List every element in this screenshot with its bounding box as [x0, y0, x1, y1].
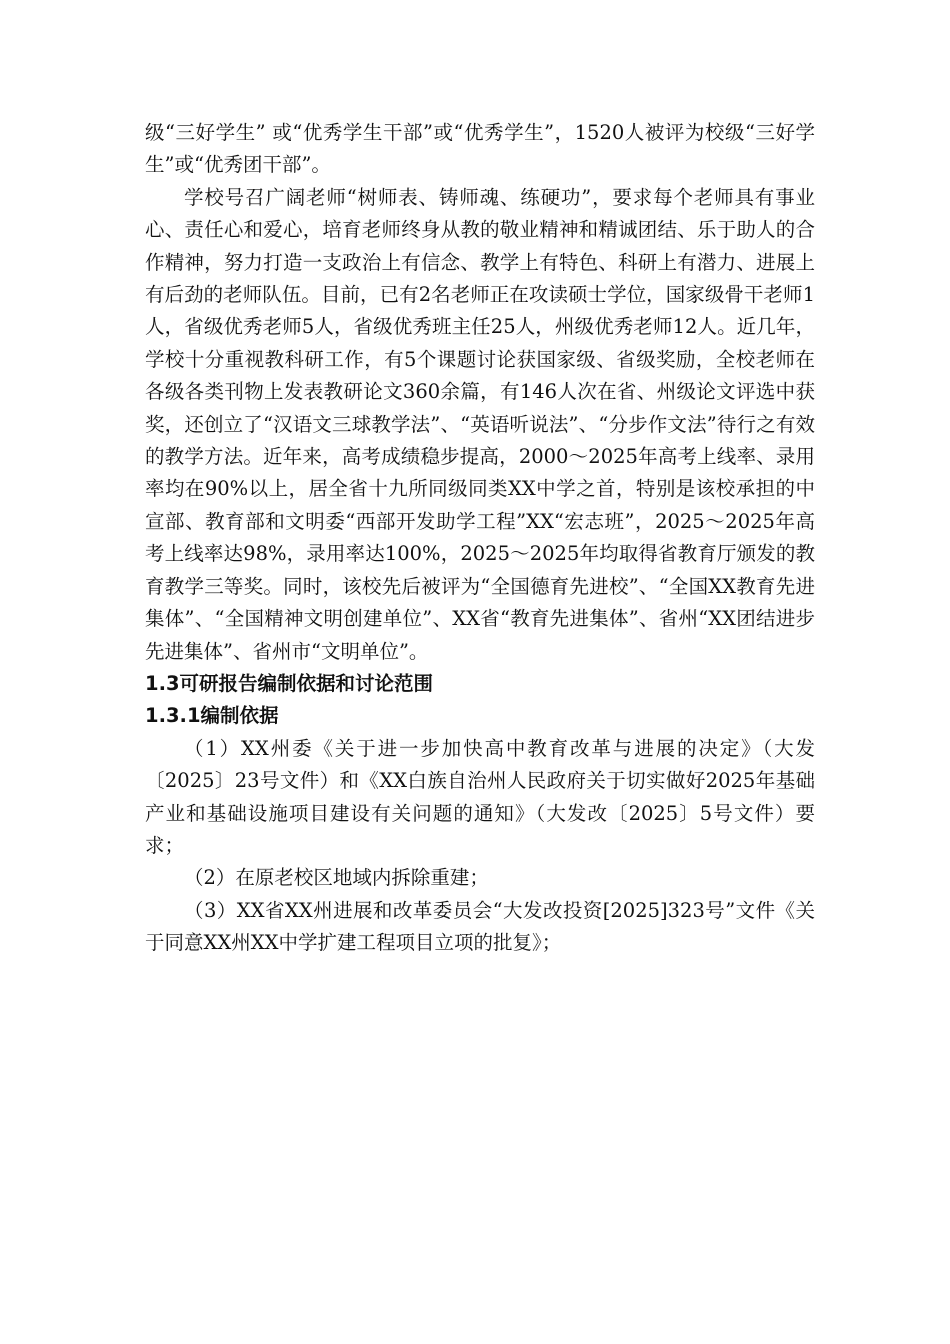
- document-page: [145, 117, 815, 960]
- basis-item-3: （3）XX省XX州进展和改革委员会“大发改投资[2025]323号”文件《关于同意XX州XX中学扩建工程项目立项的批复》；: [145, 898, 815, 955]
- paragraph-teachers: 学校号召广阔老师“树师表、铸师魂、练硬功”，要求每个老师具有事业心、责任心和爱心，培育老师终身从教的敬业精神和精诚团结、乐于助人的合作精神，努力打造一支政治上有信念、教学上有特色、科研上有潜力、进展上有后劲的老师队伍。目前，已有2名老师正在攻读硕士学位，国家级骨干老师1 人，省级优秀老师5人，省级优秀班主任25人，州级优秀老师12人。近几年，学校十分重视教科研工作，有5个课题讨论获国家级、省级奖励，全校老师在各级各类刊物上发表教研论文360余篇，有146人次在省、州级论文评选中获奖，还创立了“汉语文三球教学法”、“英语听说法”、“分步作文法”待行之有效的教学方法。近年来，高考成绩稳步提高，2000～2025年高考上线率、录用率均在90%以上，居全省十九所同级同类XX中学之首，特别是该校承担的中宣部、教育部和文明委“西部开发助学工程”XX“宏志班”，2025～2025年高考上线率达98%，录用率达100%，2025～2025年均取得省教育厅颁发的教育教学三等奖。同时，该校先后被评为“全国德育先进校”、“全国XX教育先进集体”、“全国精神文明创建单位”、XX省“教育先进集体”、省州“XX团结进步先进集体”、省州市“文明单位”。: [145, 185, 815, 663]
- section-heading-1-3: 1.3可研报告编制依据和讨论范围: [145, 671, 434, 695]
- basis-item-1: （1）XX州委《关于进一步加快高中教育改革与进展的决定》（大发〔2025〕23号文件）和《XX白族自治州人民政府关于切实做好2025年基础产业和基础设施项目建设有关问题的通知》（大发改〔2025〕5号文件）要求；: [145, 736, 815, 857]
- paragraph-honors-continued: 级“三好学生” 或“优秀学生干部”或“优秀学生”，1520人被评为校级“三好学生”或“优秀团干部”。: [145, 121, 815, 177]
- section-heading-1-3-1: 1.3.1编制依据: [145, 704, 279, 728]
- basis-item-2: （2）在原老校区地域内拆除重建；: [184, 866, 489, 890]
